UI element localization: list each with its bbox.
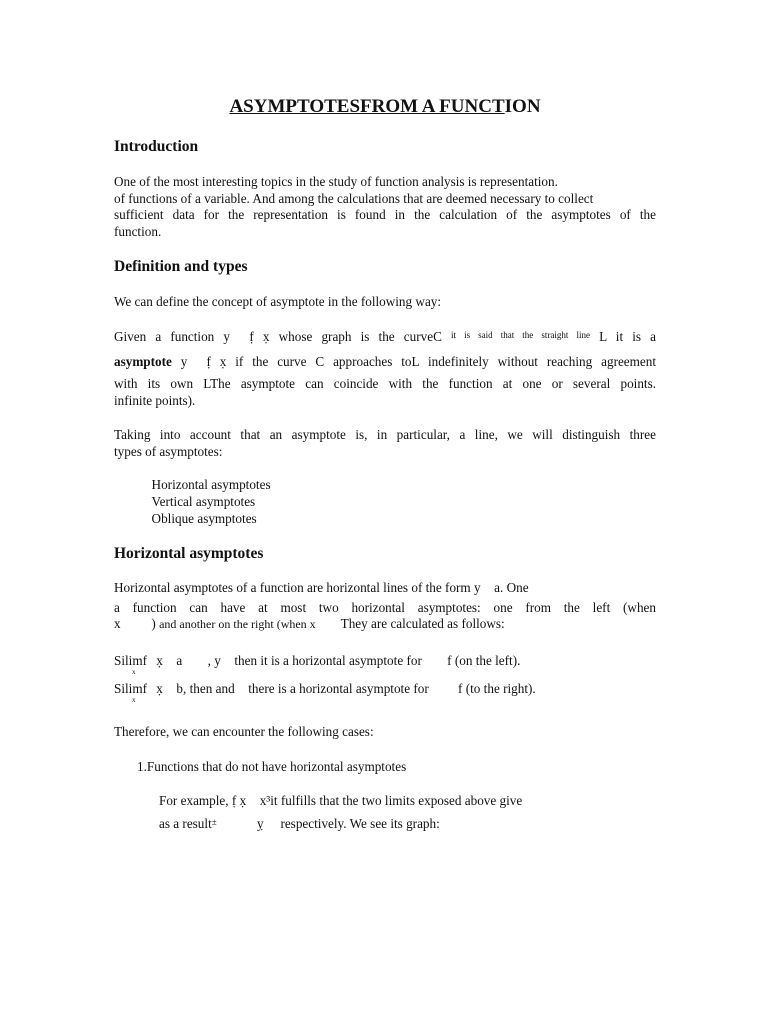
definition-line-1: Given a function y f̣ x̣ whose graph is the curveC $^{it is said that the straight line}$ L it is a [114,329,657,344]
list-item-vertical: Vertical asymptotes [138,494,242,509]
list-item-horizontal: Horizontal asymptotes [138,477,258,492]
horizontal-line-2: a function can have at most two horizontal asymptotes: one from the left (when [114,600,656,615]
heading-introduction: Introduction [114,138,199,155]
document-title: ASYMPTOTESFROM A FUNCTION [229,96,541,117]
definition-intro: We can define the concept of asymptote in the following way: [114,294,442,309]
heading-definition: Definition and types [114,258,248,275]
example-line-2: as a result± ỵ respectively. We see its graph: [159,816,422,831]
limit-subscript-left: x [132,668,136,676]
limit-rule-right: Silimf x̣ b, then and there is a horizontal asymptote for f (to the right). [114,681,516,696]
intro-line-2: of functions of a variable. And among the calculations that are deemed necessary to collect [114,191,594,206]
definition-line-2: asymptote y f̣ x̣ if the curve C approaches toL indefinitely without reaching agreement [114,354,656,369]
limit-subscript-right: x [132,696,136,704]
types-line-1: Taking into account that an asymptote is, in particular, a line, we will distinguish three [114,427,656,442]
intro-line-1: One of the most interesting topics in the study of function analysis is representation. [114,174,558,189]
cases-intro: Therefore, we can encounter the following cases: [114,724,374,739]
list-item-oblique: Oblique asymptotes [138,511,244,526]
case-1-heading: 1.Functions that do not have horizontal asymptotes [137,759,407,774]
limit-rule-left: Silimf x̣ a , y then it is a horizontal asymptote for f (on the left). [114,653,500,668]
types-line-2: types of asymptotes: [114,444,223,459]
example-line-1: For example, f̣ x̣ x³it fulfills that the two limits exposed above give [159,793,512,808]
horizontal-line-3: x ) and another on the right (when x They are calculated as follows: [114,616,456,631]
definition-line-4: infinite points). [114,393,196,408]
intro-line-4: function. [114,224,162,239]
horizontal-line-1: Horizontal asymptotes of a function are horizontal lines of the form y a. One [114,580,519,595]
definition-line-3: with its own LThe asymptote can coincide with the function at one or several points. [114,376,657,391]
intro-line-3: sufficient data for the representation is found in the calculation of the asymptotes of the [114,207,656,222]
heading-horizontal-asymptotes: Horizontal asymptotes [114,545,264,562]
